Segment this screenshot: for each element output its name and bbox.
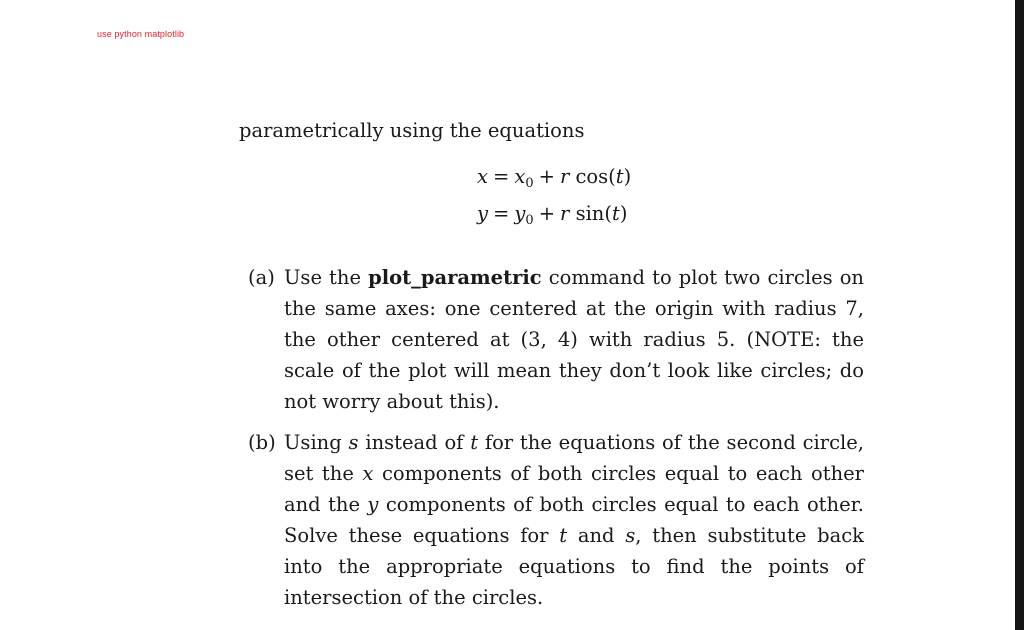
item-a-label: (a): [248, 266, 275, 289]
document-body: [239, 118, 864, 623]
equation-y: $y = y_0 + r$ sin(t): [477, 202, 628, 228]
note-label: use python matplotlib: [97, 29, 185, 39]
eq2-y0: y: [514, 202, 526, 225]
window-edge: [1015, 0, 1024, 630]
item-a-text: Use the plot_parametric command to plot two circles on the same axes: one centered at the origin with radius 7, the other centered at (3, 4) with radius 5. (NOTE: the scale of the plot will mean they don’t look like circles; do not worry about this).: [284, 266, 864, 413]
eq1-plus: +: [538, 165, 555, 188]
eq1-r: r: [559, 165, 570, 188]
question-item-a: [239, 262, 864, 417]
eq2-func: sin: [575, 202, 605, 225]
eq2-r: r: [560, 202, 570, 225]
intro-text: parametrically using the equations: [239, 119, 585, 142]
eq2-arg: t: [611, 202, 620, 225]
equation-block: [477, 162, 864, 236]
eq2-lhs: y: [477, 202, 489, 225]
item-b-text: Using s instead of t for the equations of the second circle, set the x components of both circles equal to each other and the y components of both circles equal to each other. Solve these equations for t and s, then substitute back into the appropriate equations to find the points of intersection of the circles.: [284, 431, 865, 609]
eq1-x0-sub: 0: [525, 176, 534, 191]
eq1-x0: x: [514, 165, 526, 188]
eq1-arg: t: [615, 165, 624, 188]
eq2-plus: +: [538, 202, 556, 225]
eq2-equals: =: [493, 202, 510, 225]
eq2-y0-sub: 0: [525, 213, 534, 228]
item-b-label: (b): [248, 431, 276, 454]
question-list: [239, 262, 864, 613]
eq1-func: cos: [575, 165, 609, 188]
question-item-b: [239, 427, 864, 613]
equation-x: $x = x_0 + r$ cos(t): [477, 165, 632, 191]
eq1-lhs: x: [477, 165, 488, 188]
command-name: plot_parametric: [368, 266, 542, 289]
eq1-equals: =: [493, 165, 510, 188]
